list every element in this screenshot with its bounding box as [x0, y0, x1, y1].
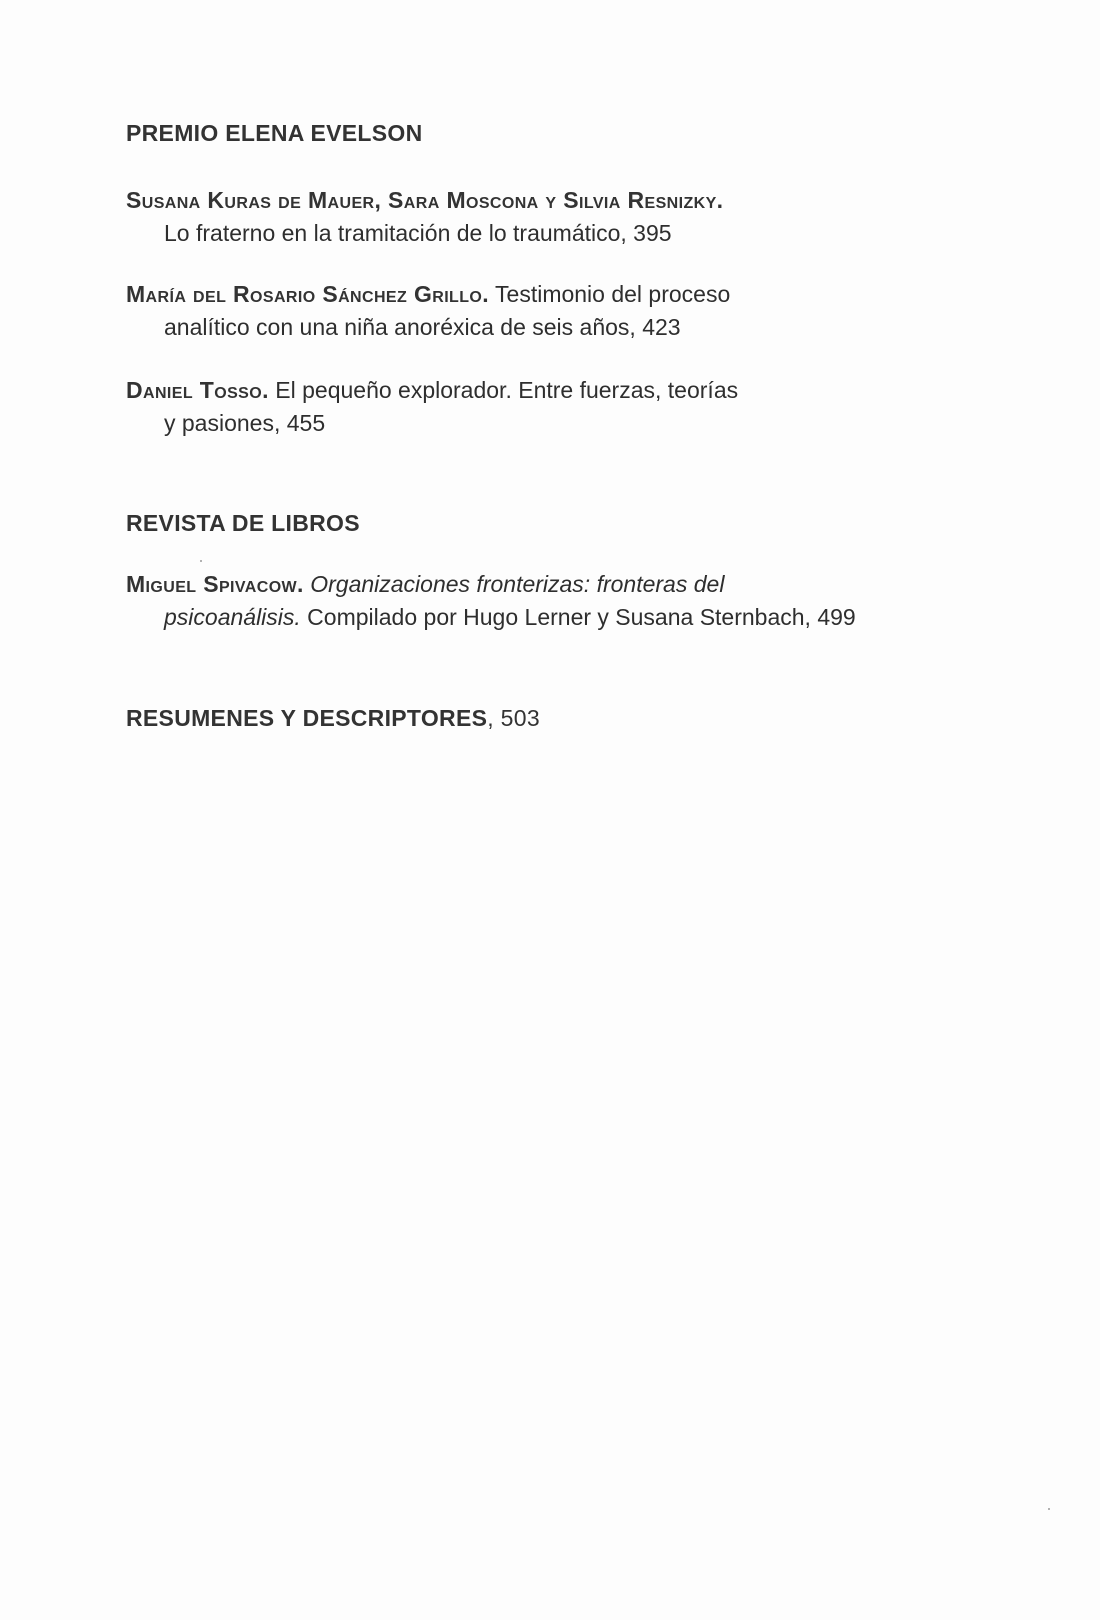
section-heading-text: REVISTA DE LIBROS: [126, 510, 360, 536]
toc-entry-kuras: [126, 184, 1006, 250]
entry-title-continued: y pasiones, 455: [164, 410, 326, 436]
scan-speck: [200, 560, 202, 562]
entry-line-1: [126, 278, 1006, 311]
entry-title-continued: analítico con una niña anoréxica de seis años, 423: [164, 314, 681, 340]
entry-line-1: [126, 184, 1006, 217]
section-heading-premio: [126, 120, 423, 147]
entry-author: Daniel Tosso.: [126, 377, 269, 403]
entry-line-1: [126, 374, 1006, 407]
entry-title: Lo fraterno en la tramitación de lo traumático, 395: [164, 220, 672, 246]
section-page-number: , 503: [487, 705, 540, 731]
section-heading-resumenes: [126, 705, 540, 732]
entry-line-1: [126, 568, 1006, 601]
entry-author: María del Rosario Sánchez Grillo.: [126, 281, 490, 307]
toc-entry-tosso: [126, 374, 1006, 440]
entry-compiler: Compilado por Hugo Lerner y Susana Sternbach, 499: [300, 604, 856, 630]
entry-book-title-end: psicoanálisis.: [164, 604, 301, 630]
entry-title-start: Testimonio del proceso: [489, 281, 731, 307]
section-heading-text: PREMIO ELENA EVELSON: [126, 120, 423, 146]
entry-line-2: [126, 601, 1006, 634]
entry-author: Miguel Spivacow.: [126, 571, 304, 597]
scan-speck: [1048, 1508, 1050, 1510]
section-heading-text: RESUMENES Y DESCRIPTORES: [126, 705, 488, 731]
toc-entry-spivacow: [126, 568, 1006, 634]
section-heading-revista: [126, 510, 360, 537]
entry-author: Susana Kuras de Mauer, Sara Moscona y Silvia Resnizky.: [126, 187, 724, 213]
toc-entry-sanchez-grillo: [126, 278, 1006, 344]
entry-title-start: El pequeño explorador. Entre fuerzas, teorías: [268, 377, 739, 403]
entry-book-title-start: Organizaciones fronterizas: fronteras del: [303, 571, 725, 597]
